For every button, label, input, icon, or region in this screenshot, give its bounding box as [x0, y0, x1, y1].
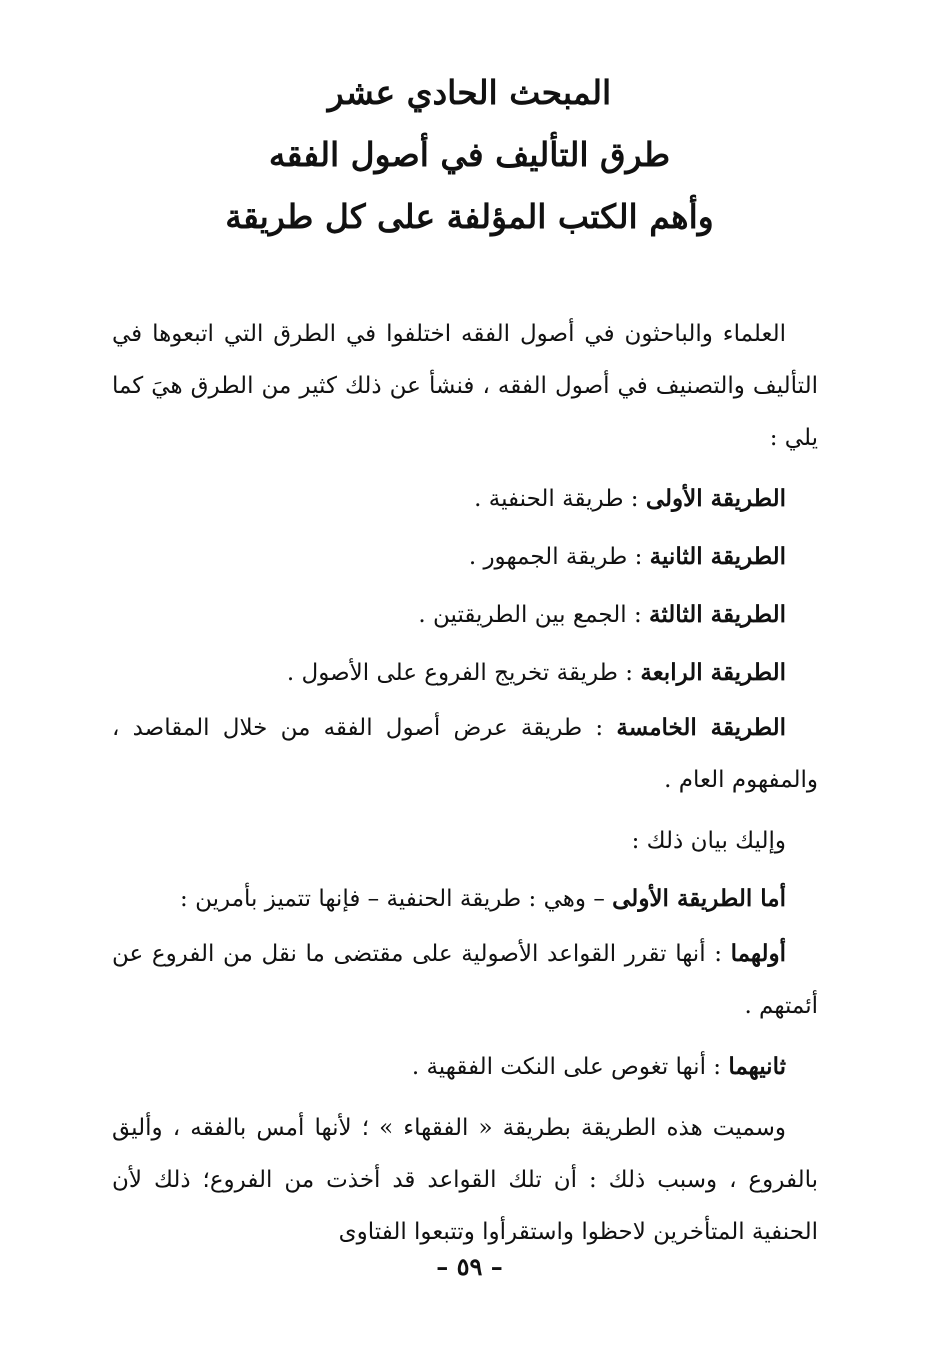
- chapter-title-line-2: طرق التأليف في أصول الفقه: [268, 135, 671, 174]
- method-item-3: [112, 586, 818, 644]
- second-point: [112, 1038, 818, 1096]
- first-method-label: أما الطريقة الأولى: [612, 885, 786, 912]
- method-text: طريقة تخريج الفروع على الأصول .: [286, 660, 618, 686]
- explanation-intro: وإليك بيان ذلك :: [631, 828, 786, 854]
- method-separator: :: [626, 602, 650, 628]
- method-separator: :: [617, 660, 641, 686]
- method-item-5: [112, 702, 818, 806]
- method-separator: :: [627, 544, 650, 570]
- chapter-title-line-3: وأهم الكتب المؤلفة على كل طريقة: [225, 197, 714, 236]
- first-method-text: – وهي : طريقة الحنفية – فإنها تتميز بأمرين :: [180, 886, 613, 912]
- first-point: [112, 928, 818, 1032]
- closing-paragraph: وسميت هذه الطريقة بطريقة « الفقهاء » ؛ لأنها أمس بالفقه ، وأليق بالفروع ، وسبب ذلك : أن تلك القواعد قد أخذت من الفروع؛ ذلك لأن الحنفية المتأخرين لاحظوا واستقرأوا وتتبعوا الفتاوى: [112, 1115, 818, 1245]
- method-item-4: [112, 644, 818, 702]
- second-point-label: ثانيهما: [728, 1053, 786, 1080]
- method-label: الطريقة الثانية: [649, 543, 786, 570]
- method-label: الطريقة الثالثة: [649, 601, 786, 628]
- method-item-1: [112, 470, 818, 528]
- first-method-heading: [112, 870, 818, 928]
- method-separator: :: [623, 486, 646, 512]
- method-text: طريقة عرض أصول الفقه من خلال المقاصد ، والمفهوم العام .: [112, 715, 818, 793]
- method-text: طريقة الحنفية .: [474, 486, 624, 512]
- first-point-text: : أنها تقرر القواعد الأصولية على مقتضى ما نقل من الفروع عن أئمتهم .: [112, 941, 818, 1019]
- method-label: الطريقة الخامسة: [616, 714, 786, 741]
- intro-paragraph: العلماء والباحثون في أصول الفقه اختلفوا في الطرق التي اتبعوها في التأليف والتصنيف في أصول الفقه ، فنشأ عن ذلك كثير من الطرق هيَ كما يلي :: [112, 321, 818, 451]
- method-text: طريقة الجمهور .: [468, 544, 628, 570]
- chapter-title-line-1: المبحث الحادي عشر: [327, 73, 612, 112]
- method-text: الجمع بين الطريقتين .: [418, 602, 627, 628]
- method-label: الطريقة الأولى: [645, 485, 786, 512]
- page-body: [112, 308, 818, 1258]
- second-point-text: : أنها تغوص على النكت الفقهية .: [411, 1054, 729, 1080]
- first-point-label: أولهما: [730, 940, 786, 967]
- method-item-2: [112, 528, 818, 586]
- chapter-heading: [0, 62, 939, 248]
- method-separator: :: [582, 715, 617, 741]
- page-number: – ٥٩ –: [436, 1252, 503, 1281]
- method-label: الطريقة الرابعة: [640, 659, 786, 686]
